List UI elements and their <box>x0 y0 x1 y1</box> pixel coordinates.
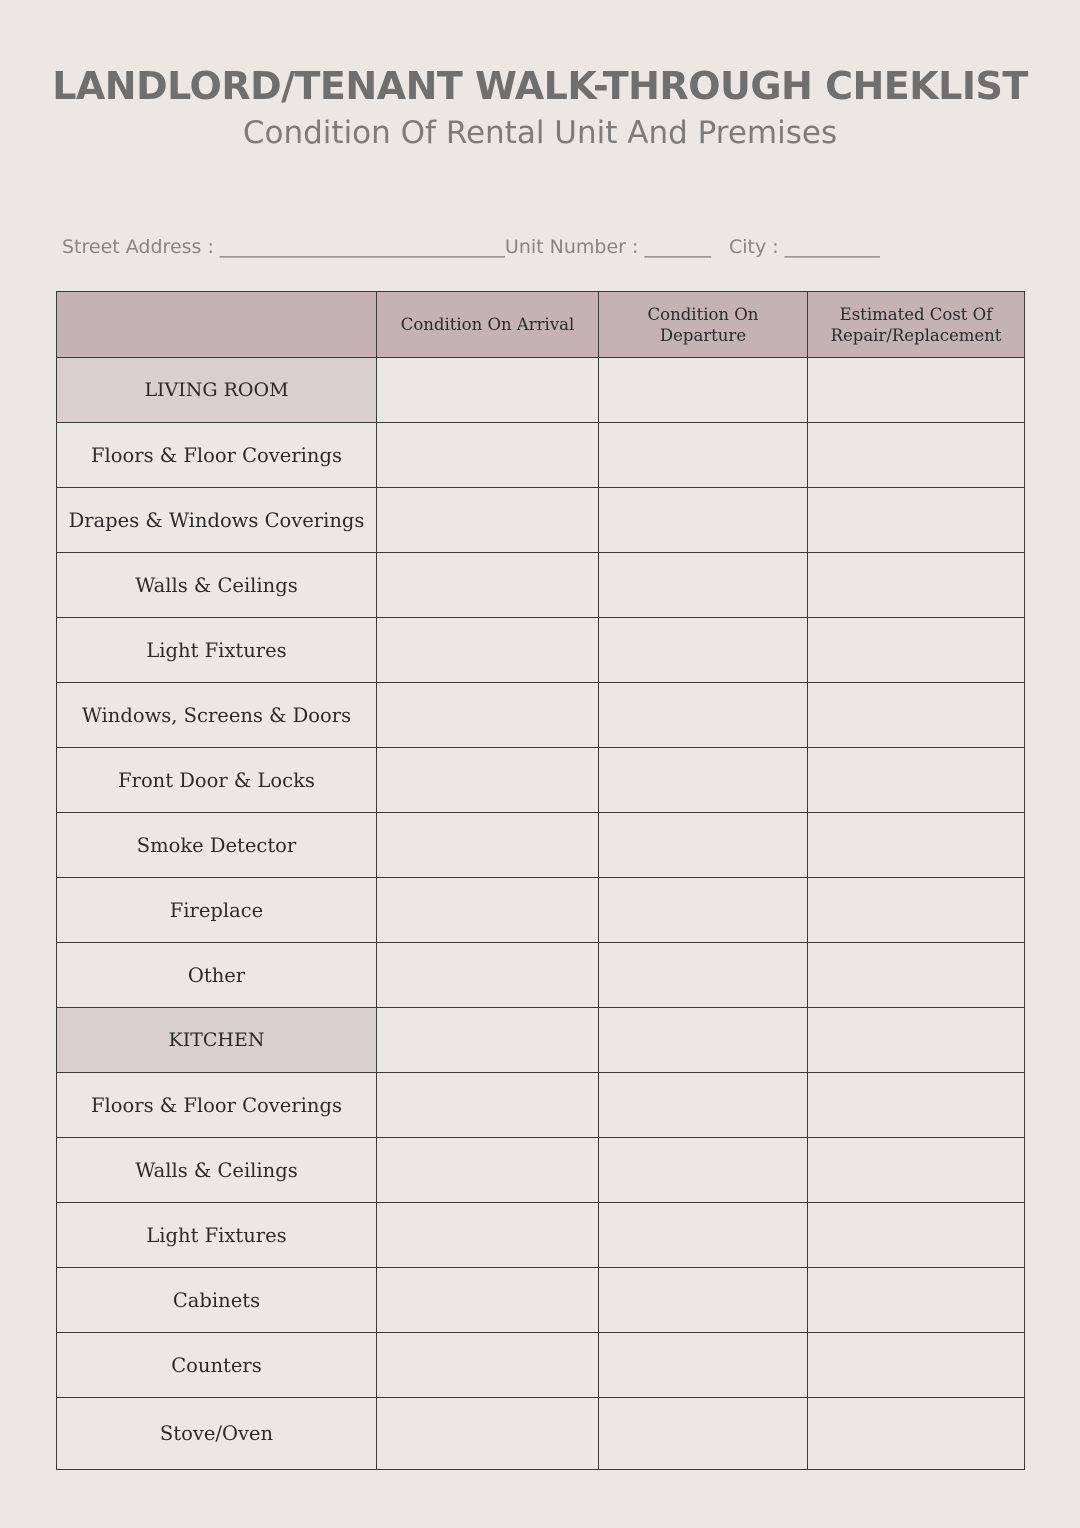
item-label: Stove/Oven <box>57 1398 377 1470</box>
table-row <box>57 813 1025 878</box>
estimated-cost-cell[interactable] <box>808 618 1025 683</box>
estimated-cost-cell[interactable] <box>808 943 1025 1008</box>
item-label: Floors & Floor Coverings <box>57 1073 377 1138</box>
estimated-cost-cell[interactable] <box>808 1268 1025 1333</box>
estimated-cost-cell[interactable] <box>808 683 1025 748</box>
item-label: Light Fixtures <box>57 618 377 683</box>
item-label: Smoke Detector <box>57 813 377 878</box>
section-heading: LIVING ROOM <box>57 358 377 423</box>
condition-departure-cell[interactable] <box>599 1203 808 1268</box>
section-row <box>57 358 1025 423</box>
estimated-cost-cell[interactable] <box>808 358 1025 423</box>
table-row <box>57 618 1025 683</box>
estimated-cost-cell[interactable] <box>808 748 1025 813</box>
condition-arrival-cell[interactable] <box>377 878 599 943</box>
item-label: Other <box>57 943 377 1008</box>
section-heading: KITCHEN <box>57 1008 377 1073</box>
estimated-cost-cell[interactable] <box>808 553 1025 618</box>
table-body <box>57 358 1025 1470</box>
header-estimated-cost: Estimated Cost Of Repair/Replacement <box>808 292 1025 358</box>
item-label: Windows, Screens & Doors <box>57 683 377 748</box>
item-label: Fireplace <box>57 878 377 943</box>
estimated-cost-cell[interactable] <box>808 423 1025 488</box>
table-row <box>57 683 1025 748</box>
table-row <box>57 1138 1025 1203</box>
condition-arrival-cell[interactable] <box>377 1008 599 1073</box>
condition-departure-cell[interactable] <box>599 618 808 683</box>
estimated-cost-cell[interactable] <box>808 878 1025 943</box>
unit-number-field[interactable]: _______ <box>644 236 711 258</box>
estimated-cost-cell[interactable] <box>808 488 1025 553</box>
city-field[interactable]: __________ <box>784 236 880 258</box>
street-address-label: Street Address : <box>62 236 220 258</box>
estimated-cost-cell[interactable] <box>808 1073 1025 1138</box>
condition-arrival-cell[interactable] <box>377 488 599 553</box>
condition-departure-cell[interactable] <box>599 748 808 813</box>
condition-departure-cell[interactable] <box>599 878 808 943</box>
condition-departure-cell[interactable] <box>599 358 808 423</box>
table-row <box>57 488 1025 553</box>
table-row <box>57 1268 1025 1333</box>
item-label: Front Door & Locks <box>57 748 377 813</box>
table-row <box>57 943 1025 1008</box>
condition-departure-cell[interactable] <box>599 1333 808 1398</box>
condition-arrival-cell[interactable] <box>377 618 599 683</box>
condition-departure-cell[interactable] <box>599 553 808 618</box>
table-row <box>57 553 1025 618</box>
header-item-column <box>57 292 377 358</box>
condition-arrival-cell[interactable] <box>377 423 599 488</box>
estimated-cost-cell[interactable] <box>808 813 1025 878</box>
city-label: City : <box>728 236 785 258</box>
condition-departure-cell[interactable] <box>599 813 808 878</box>
condition-arrival-cell[interactable] <box>377 1398 599 1470</box>
condition-departure-cell[interactable] <box>599 1268 808 1333</box>
table-row <box>57 1333 1025 1398</box>
unit-number-label: Unit Number : <box>504 236 645 258</box>
estimated-cost-cell[interactable] <box>808 1398 1025 1470</box>
condition-arrival-cell[interactable] <box>377 1268 599 1333</box>
estimated-cost-cell[interactable] <box>808 1138 1025 1203</box>
condition-departure-cell[interactable] <box>599 1138 808 1203</box>
estimated-cost-cell[interactable] <box>808 1333 1025 1398</box>
document-title: LANDLORD/TENANT WALK-THROUGH CHEKLIST <box>52 64 1028 108</box>
condition-arrival-cell[interactable] <box>377 813 599 878</box>
street-address-field[interactable]: ______________________________ <box>219 236 505 258</box>
address-fields <box>62 234 1022 260</box>
condition-departure-cell[interactable] <box>599 683 808 748</box>
table-row <box>57 1203 1025 1268</box>
item-label: Walls & Ceilings <box>57 1138 377 1203</box>
estimated-cost-cell[interactable] <box>808 1203 1025 1268</box>
item-label: Drapes & Windows Coverings <box>57 488 377 553</box>
table-row <box>57 878 1025 943</box>
section-row <box>57 1008 1025 1073</box>
table-row <box>57 748 1025 813</box>
item-label: Light Fixtures <box>57 1203 377 1268</box>
condition-arrival-cell[interactable] <box>377 748 599 813</box>
condition-arrival-cell[interactable] <box>377 1138 599 1203</box>
condition-arrival-cell[interactable] <box>377 1203 599 1268</box>
condition-departure-cell[interactable] <box>599 1008 808 1073</box>
document-subtitle: Condition Of Rental Unit And Premises <box>242 115 838 151</box>
condition-departure-cell[interactable] <box>599 1398 808 1470</box>
table-row <box>57 1398 1025 1470</box>
walk-through-table <box>56 291 1025 1470</box>
condition-departure-cell[interactable] <box>599 943 808 1008</box>
condition-arrival-cell[interactable] <box>377 1333 599 1398</box>
item-label: Walls & Ceilings <box>57 553 377 618</box>
condition-arrival-cell[interactable] <box>377 1073 599 1138</box>
condition-departure-cell[interactable] <box>599 488 808 553</box>
condition-departure-cell[interactable] <box>599 423 808 488</box>
condition-arrival-cell[interactable] <box>377 358 599 423</box>
table-row <box>57 1073 1025 1138</box>
item-label: Floors & Floor Coverings <box>57 423 377 488</box>
estimated-cost-cell[interactable] <box>808 1008 1025 1073</box>
condition-arrival-cell[interactable] <box>377 553 599 618</box>
condition-departure-cell[interactable] <box>599 1073 808 1138</box>
table-row <box>57 423 1025 488</box>
item-label: Counters <box>57 1333 377 1398</box>
condition-arrival-cell[interactable] <box>377 683 599 748</box>
table-header-row <box>57 292 1025 358</box>
header-condition-arrival: Condition On Arrival <box>377 292 599 358</box>
item-label: Cabinets <box>57 1268 377 1333</box>
condition-arrival-cell[interactable] <box>377 943 599 1008</box>
header-condition-departure: Condition On Departure <box>599 292 808 358</box>
